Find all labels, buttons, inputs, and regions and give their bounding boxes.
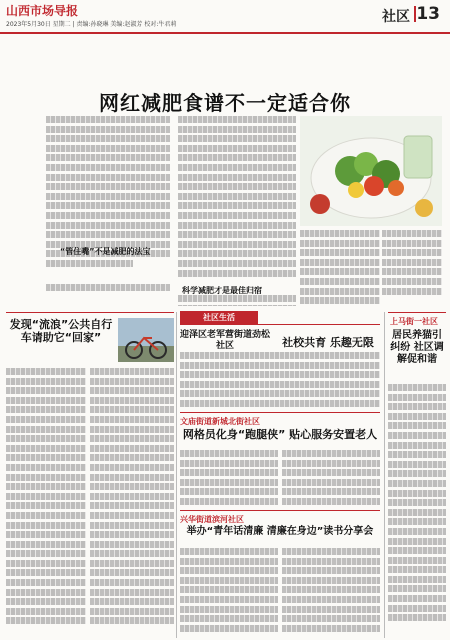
column-tag: 社区生活 — [180, 311, 258, 324]
page-number: 13 — [416, 4, 440, 24]
mid-story-4-title: 举办“青年话清廉 清廉在身边”读书分享会 — [186, 526, 374, 537]
mid-story-3-title: 网格员化身“跑腿侠” 贴心服务安置老人 — [182, 428, 378, 441]
sub-heading-1: “管住嘴”不是减肥的法宝 — [60, 247, 151, 256]
right-story-title: 居民养猫引纠纷 社区调解促和谐 — [390, 330, 444, 365]
mid-story-1-title: 迎泽区老军营街道劲松社区 — [180, 330, 271, 351]
mid-story-2-title: 社校共育 乐趣无限 — [282, 336, 374, 349]
mid-story-3-col-2 — [282, 450, 380, 506]
main-headline: 网红减肥食谱不一定适合你 — [99, 91, 351, 115]
newspaper-name: 山西市场导报 — [6, 4, 79, 18]
left-story-col-2 — [90, 368, 174, 634]
mid-story-1-body — [180, 352, 380, 412]
main-story-col-3 — [300, 230, 380, 310]
issue-meta: 2023年5月30日 星期二 | 责编:孙晓琳 美编:赵淑芳 校对:牛君莉 — [6, 21, 177, 28]
left-story-col-1 — [6, 368, 86, 634]
mid-story-4-kicker: 兴华街道滨河社区 — [180, 515, 244, 524]
food-photo — [300, 116, 442, 226]
mid-story-4-col-2 — [282, 548, 380, 634]
left-story-title: 发现“流浪”公共自行车请助它“回家” — [9, 318, 113, 345]
section-name: 社区 — [382, 9, 410, 25]
mid-story-3-kicker: 文庙街道新城北街社区 — [180, 417, 260, 426]
mid-story-3-col-1 — [180, 450, 278, 506]
bicycle-photo — [118, 318, 174, 362]
page-header — [0, 0, 450, 34]
mid-story-4-col-1 — [180, 548, 278, 634]
main-story-col-1 — [46, 116, 170, 292]
header-rule — [0, 32, 450, 34]
right-story-kicker: 上马街一社区 — [390, 317, 438, 326]
sub-heading-2: 科学减肥才是最佳归宿 — [182, 286, 262, 295]
photo-caption — [382, 230, 442, 310]
right-story-body — [388, 384, 446, 634]
main-story-col-2 — [178, 116, 296, 306]
